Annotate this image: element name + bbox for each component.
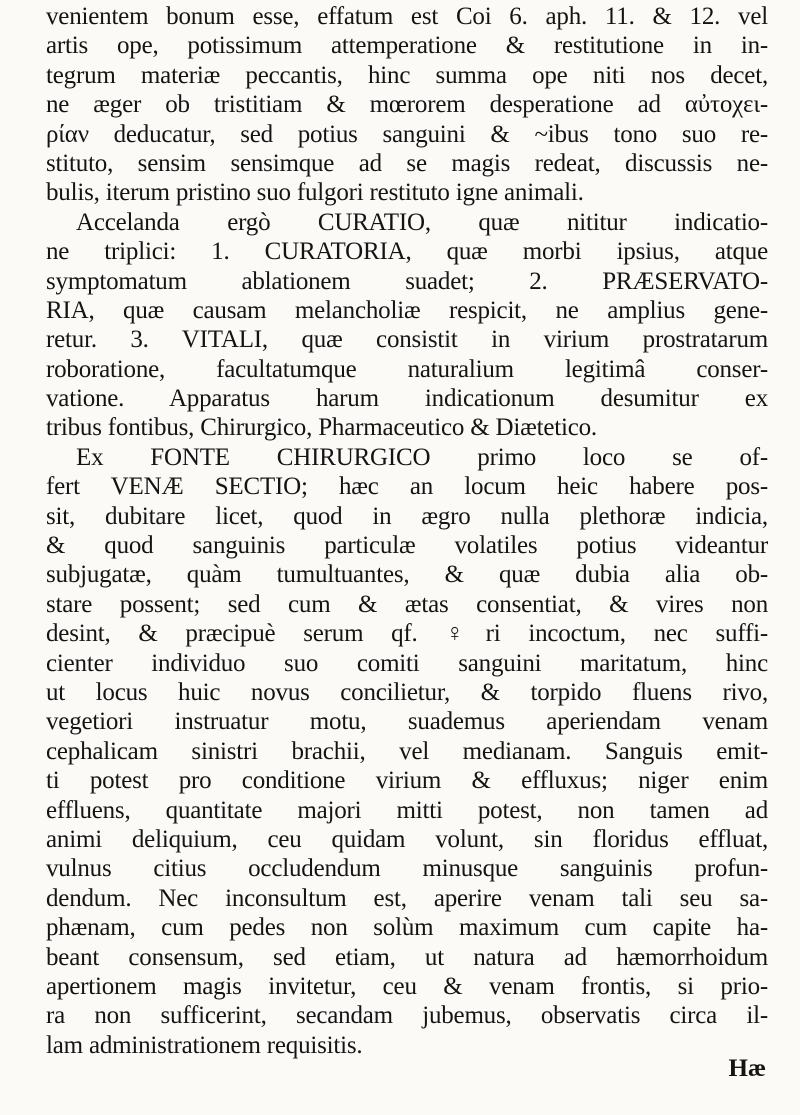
text-line: beant consensum, sed etiam, ut natura ad hæmorrhoidum	[46, 943, 768, 971]
text-line: phænam, cum pedes non solùm maximum cum capite ha-	[46, 914, 768, 942]
text-line: lam administrationem requisitis.	[46, 1031, 363, 1059]
text-line: ti potest pro conditione virium & effluxus; niger enim	[46, 767, 768, 795]
text-line: tegrum materiæ peccantis, hinc summa ope niti nos decet,	[46, 61, 768, 89]
body-text	[46, 2, 768, 1060]
text-line: cienter individuo suo comiti sanguini maritatum, hinc	[46, 649, 768, 677]
text-line: bulis, iterum pristino suo fulgori restituto igne animali.	[46, 179, 584, 207]
text-line: RIA, quæ causam melancholiæ respicit, ne amplius gene-	[46, 296, 768, 324]
text-line: ρίαν deducatur, sed potius sanguini & ~ibus tono suo re-	[46, 120, 768, 148]
text-line: vulnus citius occludendum minusque sanguinis profun-	[46, 855, 768, 883]
text-line: cephalicam sinistri brachii, vel medianam. Sanguis emit-	[46, 737, 768, 765]
text-line: apertionem magis invitetur, ceu & venam frontis, si prio-	[46, 972, 768, 1000]
text-line: artis ope, potissimum attemperatione & restitutione in in-	[46, 32, 768, 60]
text-line: effluens, quantitate majori mitti potest, non tamen ad	[46, 796, 768, 824]
text-line: dendum. Nec inconsultum est, aperire venam tali seu sa-	[46, 884, 768, 912]
text-line: stituto, sensim sensimque ad se magis redeat, discussis ne-	[46, 149, 768, 177]
text-line: symptomatum ablationem suadet; 2. PRÆSERVATO-	[46, 267, 768, 295]
text-line: venientem bonum esse, effatum est Coi 6. aph. 11. & 12. vel	[46, 3, 768, 30]
text-line: subjugatæ, quàm tumultuantes, & quæ dubia alia ob-	[46, 561, 768, 589]
text-line: Ex FONTE CHIRURGICO primo loco se of-	[76, 443, 768, 471]
text-line: ut locus huic novus concilietur, & torpido fluens rivo,	[46, 678, 768, 706]
text-line: sit, dubitare licet, quod in ægro nulla plethoræ indicia,	[46, 502, 768, 530]
text-line: roboratione, facultatumque naturalium legitimâ conser-	[46, 355, 768, 383]
text-line: ne æger ob tristitiam & mœrorem desperatione ad αὐτοχει-	[46, 91, 768, 119]
text-line: vegetiori instruatur motu, suademus aperiendam venam	[46, 708, 768, 736]
text-line: tribus fontibus, Chirurgico, Pharmaceutico & Diætetico.	[46, 414, 597, 442]
text-line: fert VENÆ SECTIO; hæc an locum heic habere pos-	[46, 473, 768, 501]
text-line: stare possent; sed cum & ætas consentiat, & vires non	[46, 590, 768, 618]
text-line: animi deliquium, ceu quidam volunt, sin floridus effluat,	[46, 825, 768, 853]
text-line: ne triplici: 1. CURATORIA, quæ morbi ipsius, atque	[46, 238, 768, 266]
catchword: Hæ	[728, 1055, 766, 1082]
text-line: vatione. Apparatus harum indicationum desumitur ex	[46, 385, 768, 413]
text-line: Accelanda ergò CURATIO, quæ nititur indicatio-	[76, 208, 768, 236]
text-line: retur. 3. VITALI, quæ consistit in virium prostratarum	[46, 326, 768, 354]
text-line: ra non sufficerint, secandam jubemus, observatis circa il-	[46, 1002, 768, 1030]
text-line: desint, & præcipuè serum qf. ♀ri incoctum, nec suffi-	[46, 620, 768, 648]
text-line: & quod sanguinis particulæ volatiles potius videantur	[46, 532, 768, 560]
